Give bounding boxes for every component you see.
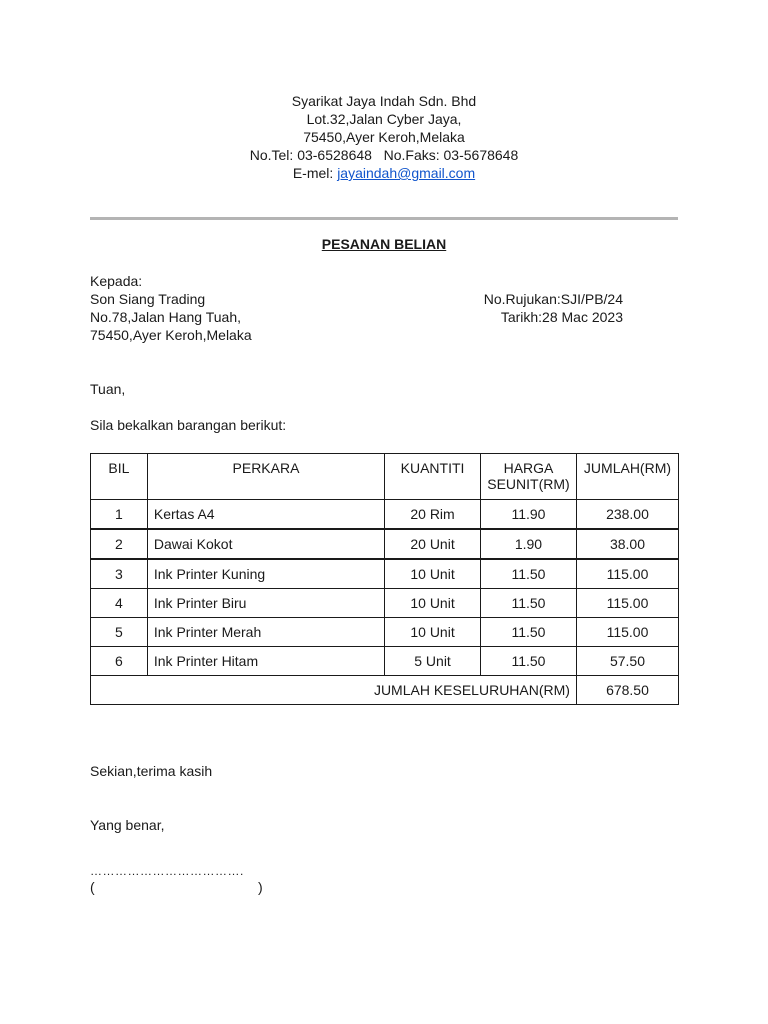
row-kuantiti: 10 Unit (385, 618, 481, 647)
table-header-row (91, 454, 679, 500)
order-table (90, 453, 679, 705)
header-kuantiti: KUANTITI (385, 454, 481, 500)
row-harga: 11.90 (480, 500, 576, 530)
signature-line: ………………………………. (90, 864, 244, 878)
signature-close-paren: ) (258, 879, 263, 895)
row-perkara: Dawai Kokot (147, 529, 384, 559)
sign-off: Yang benar, (90, 817, 165, 833)
row-harga: 11.50 (480, 589, 576, 618)
row-harga: 1.90 (480, 529, 576, 559)
row-bil: 5 (91, 618, 148, 647)
header-bil: BIL (91, 454, 148, 500)
row-kuantiti: 5 Unit (385, 647, 481, 676)
row-harga: 11.50 (480, 618, 576, 647)
row-bil: 2 (91, 529, 148, 559)
header-jumlah: JUMLAH(RM) (576, 454, 678, 500)
recipient-label: Kepada: (90, 273, 143, 289)
row-harga: 11.50 (480, 559, 576, 589)
closing-text: Sekian,terima kasih (90, 763, 213, 779)
recipient-address-line-2: 75450,Ayer Keroh,Melaka (90, 327, 252, 343)
table-row (91, 529, 679, 559)
recipient-address-line-1: No.78,Jalan Hang Tuah, (90, 309, 241, 325)
table-total-row (91, 676, 679, 705)
signature-open-paren: ( (90, 879, 95, 895)
company-name: Syarikat Jaya Indah Sdn. Bhd (291, 93, 477, 109)
header-perkara: PERKARA (147, 454, 384, 500)
row-kuantiti: 20 Rim (385, 500, 481, 530)
table-row (91, 647, 679, 676)
row-perkara: Kertas A4 (147, 500, 384, 530)
row-perkara: Ink Printer Biru (147, 589, 384, 618)
row-jumlah: 115.00 (576, 559, 678, 589)
company-phone-fax: No.Tel: 03-6528648 No.Faks: 03-5678648 (249, 147, 519, 163)
salutation: Tuan, (90, 381, 126, 397)
row-jumlah: 115.00 (576, 618, 678, 647)
total-label: JUMLAH KESELURUHAN(RM) (91, 676, 577, 705)
header-divider (90, 217, 678, 220)
table-row (91, 559, 679, 589)
row-jumlah: 115.00 (576, 589, 678, 618)
company-email-line (0, 164, 768, 182)
row-perkara: Ink Printer Hitam (147, 647, 384, 676)
header-harga-seunit: HARGA SEUNIT(RM) (480, 454, 576, 500)
row-bil: 1 (91, 500, 148, 530)
reference-number: No.Rujukan:SJI/PB/24 (483, 291, 623, 307)
row-bil: 6 (91, 647, 148, 676)
row-kuantiti: 10 Unit (385, 589, 481, 618)
table-row (91, 618, 679, 647)
table-row (91, 589, 679, 618)
row-perkara: Ink Printer Kuning (147, 559, 384, 589)
row-bil: 3 (91, 559, 148, 589)
row-bil: 4 (91, 589, 148, 618)
email-label: E-mel: (292, 165, 338, 181)
row-jumlah: 57.50 (576, 647, 678, 676)
row-kuantiti: 20 Unit (385, 529, 481, 559)
company-address-line-1: Lot.32,Jalan Cyber Jaya, (306, 111, 462, 127)
row-kuantiti: 10 Unit (385, 559, 481, 589)
document-date: Tarikh:28 Mac 2023 (500, 309, 623, 325)
recipient-name: Son Siang Trading (90, 291, 206, 307)
row-harga: 11.50 (480, 647, 576, 676)
document-title: PESANAN BELIAN (321, 236, 447, 252)
total-value: 678.50 (576, 676, 678, 705)
row-perkara: Ink Printer Merah (147, 618, 384, 647)
company-address-line-2: 75450,Ayer Keroh,Melaka (303, 129, 465, 145)
table-row (91, 500, 679, 530)
email-link[interactable]: jayaindah@gmail.com (337, 165, 476, 181)
row-jumlah: 38.00 (576, 529, 678, 559)
row-jumlah: 238.00 (576, 500, 678, 530)
intro-text: Sila bekalkan barangan berikut: (90, 417, 287, 433)
